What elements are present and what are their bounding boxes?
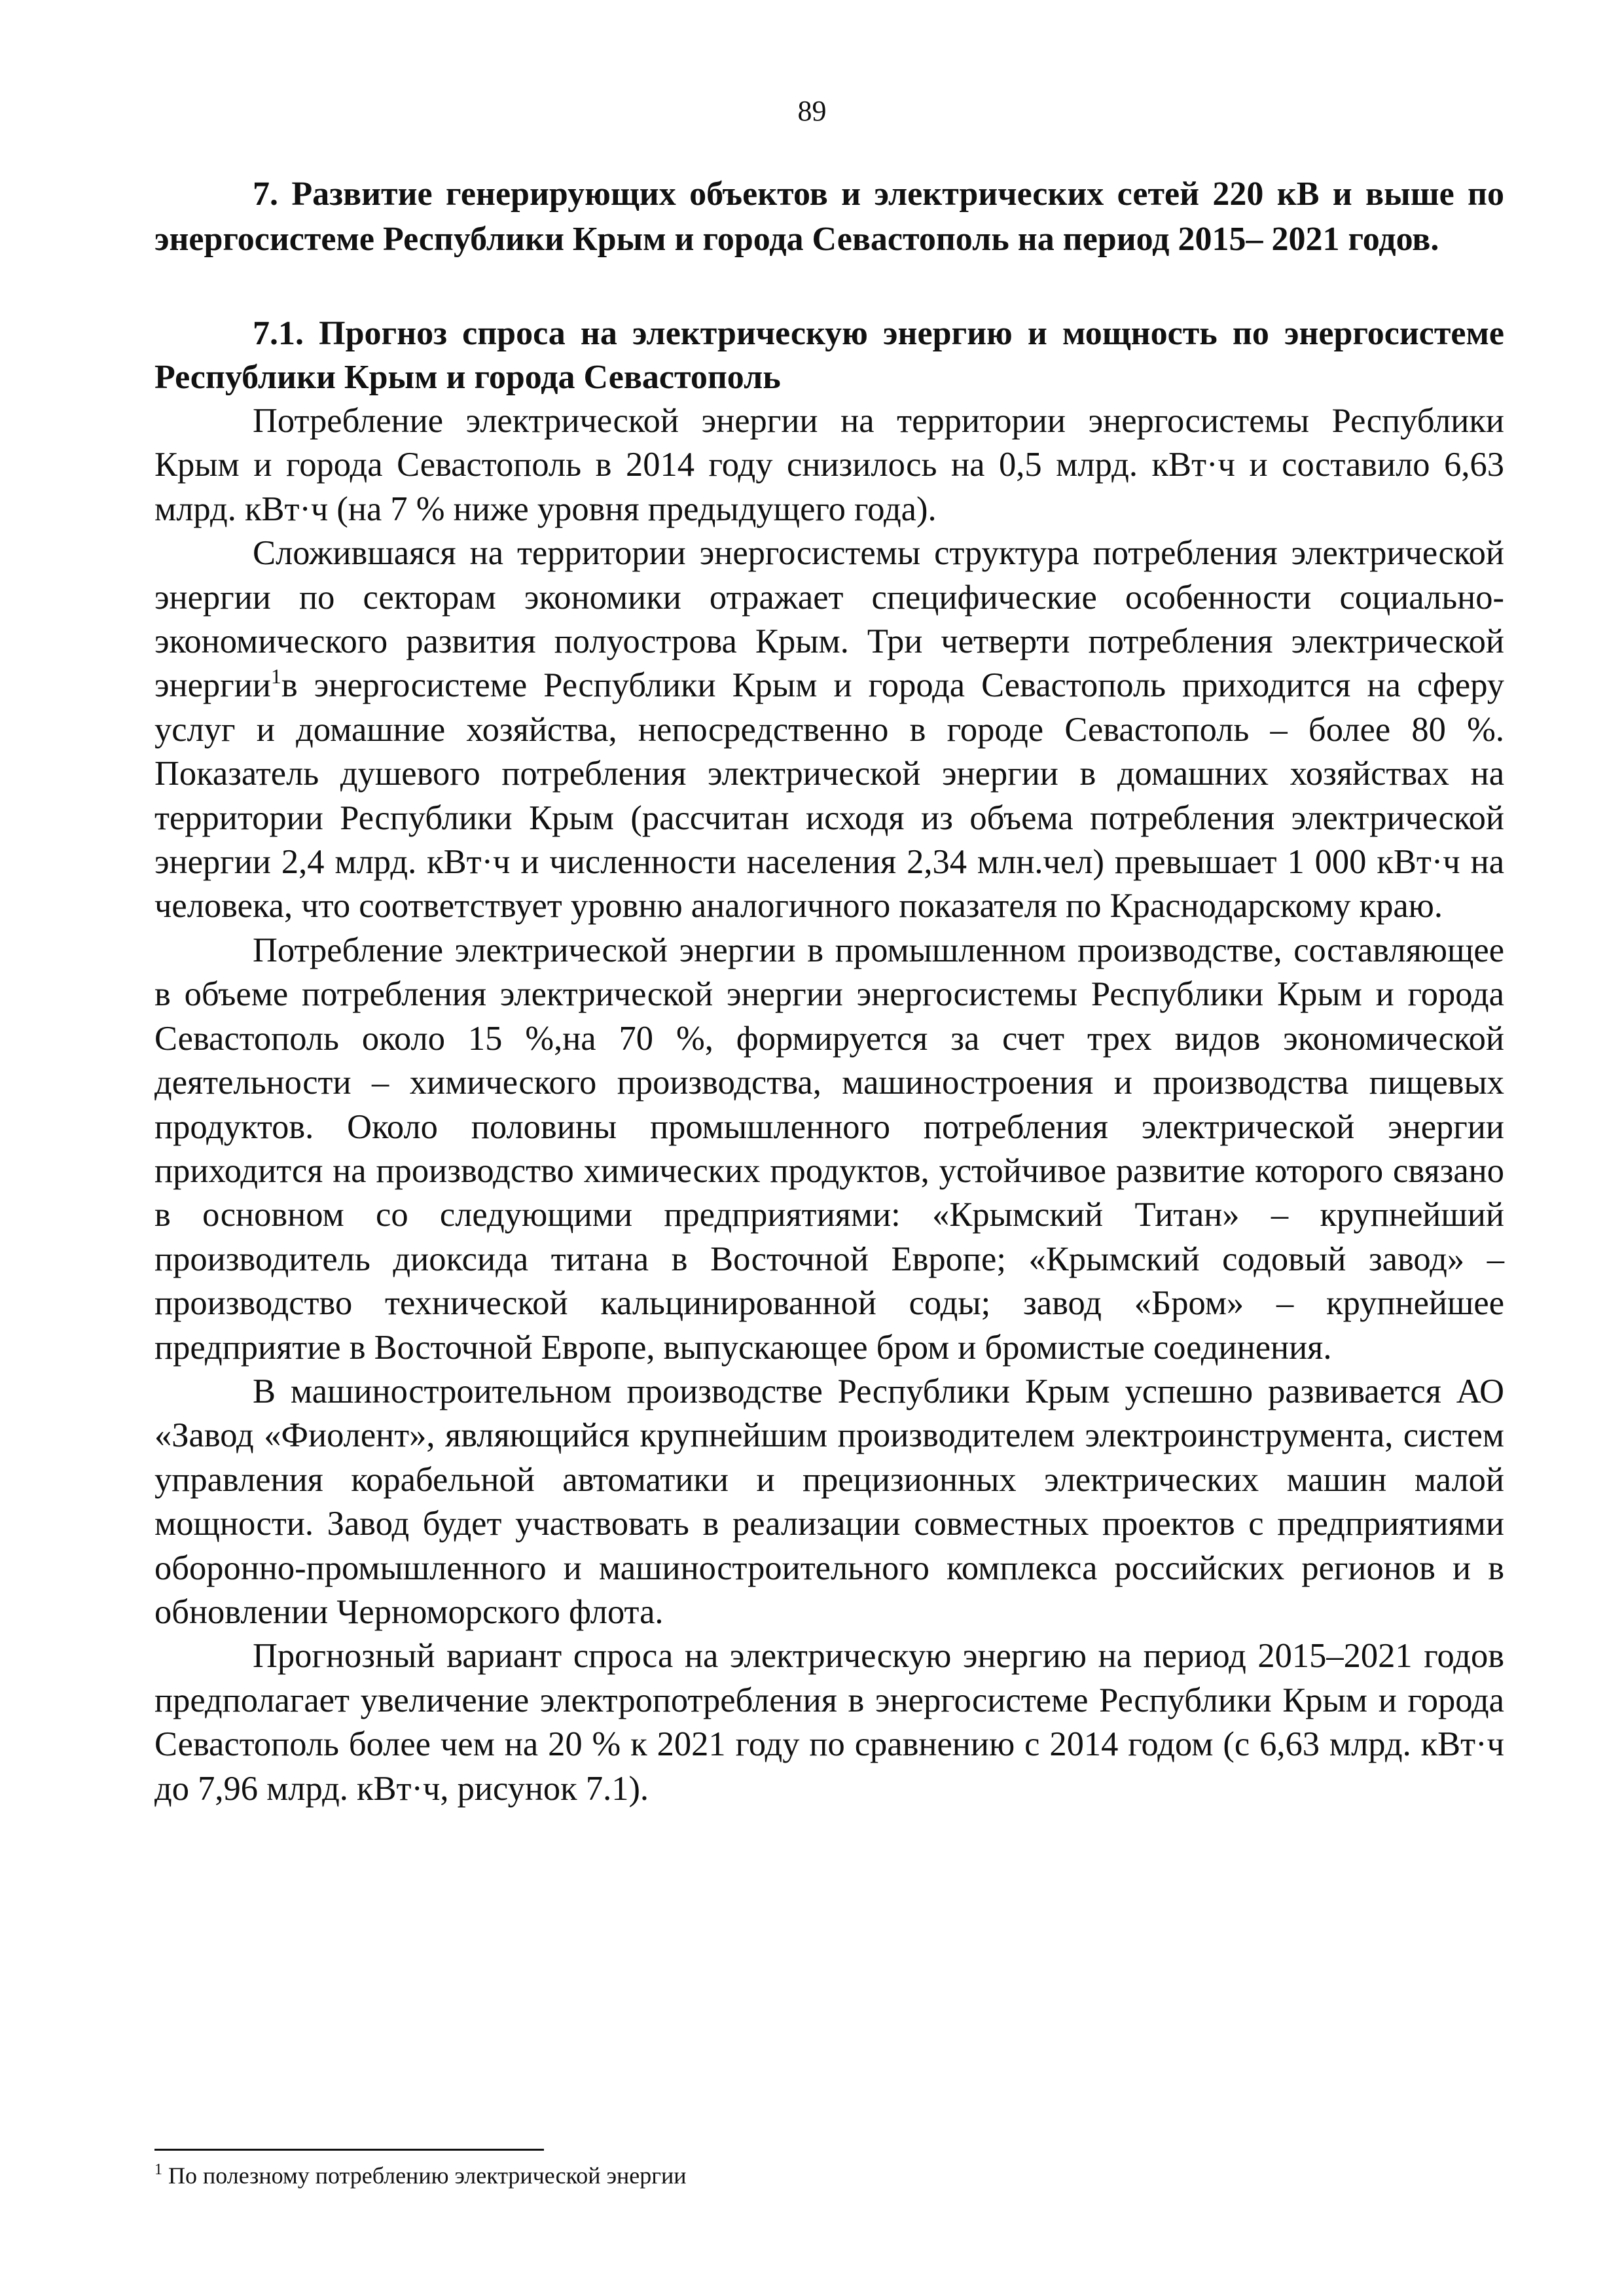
paragraph-2 [154, 531, 1504, 929]
page-number: 89 [797, 95, 827, 127]
paragraph-1: Потребление электрической энергии на территории энергосистемы Республики Крым и города Севастополь в 2014 году снизилось на 0,5 млрд. кВт·ч и составило 6,63 млрд. кВт·ч (на 7 % ниже уровня предыдущего года). [154, 402, 1504, 528]
paragraph-2-part-2: в энергосистеме Республики Крым и города Севастополь приходится на сферу услуг и домашние хозяйства, непосредственно в городе Севастополь – более 80 %. Показатель душевого потребления электрической энергии в домашних хозяйствах на территории Республики Крым (рассчитан исходя из объема потребления электрической энергии 2,4 млрд. кВт·ч и численности населения 2,34 млн.чел) превышает 1 000 кВт·ч на человека, что соответствует уровню аналогичного показателя по Краснодарскому краю. [154, 666, 1504, 925]
document-body [154, 171, 1504, 1811]
footnote-reference: 1 [270, 664, 281, 689]
section-title: 7. Развитие генерирующих объектов и электрических сетей 220 кВ и выше по энергосистеме Республики Крым и города Севастополь на период 2015– 2021 годов. [154, 175, 1504, 258]
footnote-text: По полезному потреблению электрической энергии [162, 2162, 687, 2189]
footnote [154, 2160, 1504, 2191]
subsection-title: 7.1. Прогноз спроса на электрическую энергию и мощность по энергосистеме Республики Крым и города Севастополь [154, 315, 1504, 396]
footnote-divider [154, 2149, 544, 2151]
paragraph-2-part-1: Сложившаяся на территории энергосистемы структура потребления электрической энергии по секторам экономики отражает специфические особенности социально-экономического развития полуострова Крым. Три четверти потребления электрической энергии [154, 534, 1504, 705]
paragraph-3: Потребление электрической энергии в промышленном производстве, составляющее в объеме потребления электрической энергии энергосистемы Республики Крым и города Севастополь около 15 %,на 70 %, формируется за счет трех видов экономической деятельности – химического производства, машиностроения и производства пищевых продуктов. Около половины промышленного потребления электрической энергии приходится на производство химических продуктов, устойчивое развитие которого связано в основном со следующими предприятиями: «Крымский Титан» – крупнейший производитель диоксида титана в Восточной Европе; «Крымский содовый завод» – производство технической кальцинированной соды; завод «Бром» – крупнейшее предприятие в Восточной Европе, выпускающее бром и бромистые соединения. [154, 931, 1504, 1367]
paragraph-4: В машиностроительном производстве Республики Крым успешно развивается АО «Завод «Фиолент», являющийся крупнейшим производителем электроинструмента, систем управления корабельной автоматики и прецизионных электрических машин малой мощности. Завод будет участвовать в реализации совместных проектов с предприятиями оборонно-промышленного и машиностроительного комплекса российских регионов и в обновлении Черноморского флота. [154, 1372, 1504, 1631]
footnote-mark: 1 [154, 2161, 162, 2178]
paragraph-5: Прогнозный вариант спроса на электрическую энергию на период 2015–2021 годов предполагает увеличение электропотребления в энергосистеме Республики Крым и города Севастополь более чем на 20 % к 2021 году по сравнению с 2014 годом (с 6,63 млрд. кВт·ч до 7,96 млрд. кВт·ч, рисунок 7.1). [154, 1637, 1504, 1808]
